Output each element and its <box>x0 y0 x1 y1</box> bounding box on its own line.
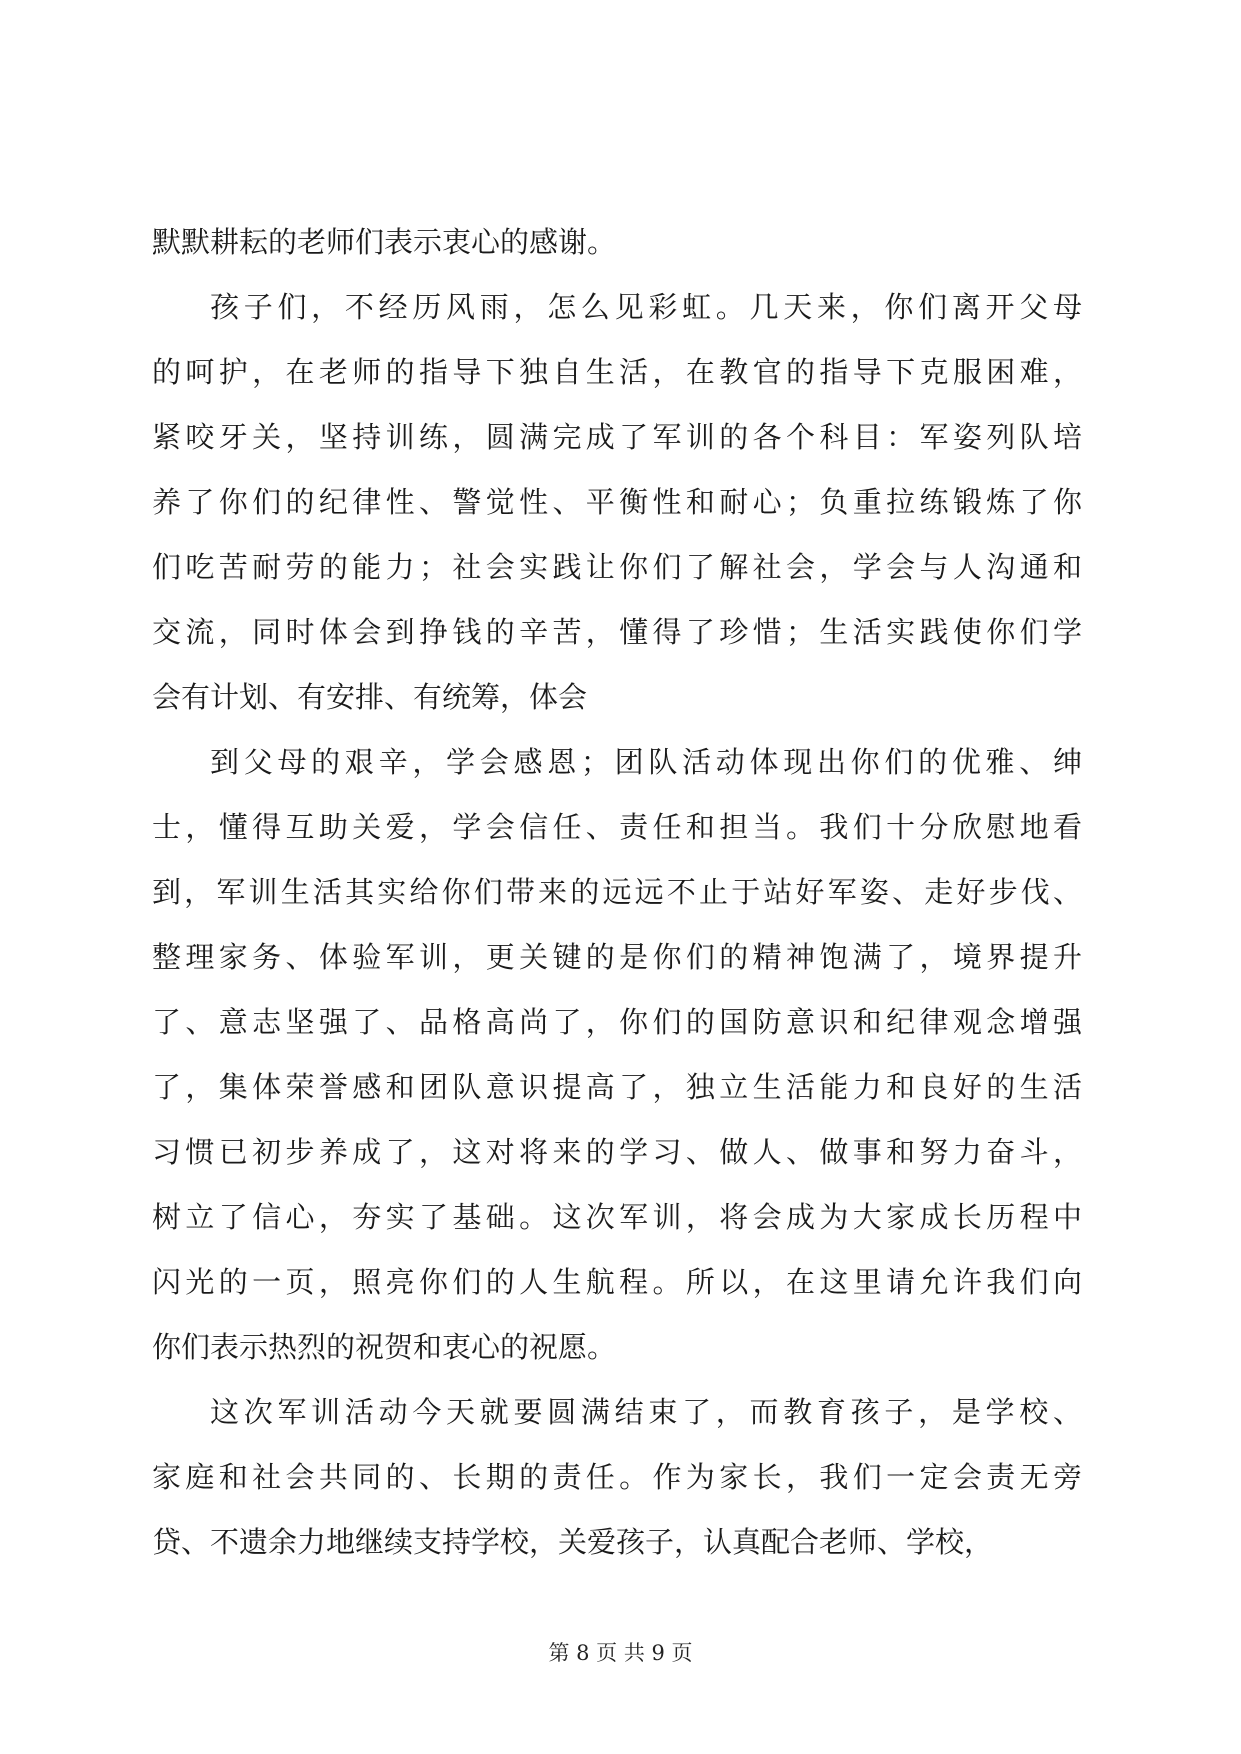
text-line: 闪光的一页，照亮你们的人生航程。所以，在这里请允许我们向 <box>152 1265 1087 1299</box>
text-line: 了，集体荣誉感和团队意识提高了，独立生活能力和良好的生活 <box>152 1070 1087 1104</box>
text-line: 这次军训活动今天就要圆满结束了，而教育孩子，是学校、 <box>210 1395 1087 1429</box>
text-line: 家庭和社会共同的、长期的责任。作为家长，我们一定会责无旁 <box>152 1460 1087 1494</box>
text-line: 贷、不遗余力地继续支持学校，关爱孩子，认真配合老师、学校， <box>152 1525 994 1559</box>
text-line: 你们表示热烈的祝贺和衷心的祝愿。 <box>152 1330 617 1364</box>
page-footer <box>0 1638 1241 1668</box>
text-line: 们吃苦耐劳的能力；社会实践让你们了解社会，学会与人沟通和 <box>152 550 1087 584</box>
text-line: 到父母的艰辛，学会感恩；团队活动体现出你们的优雅、绅 <box>210 745 1087 779</box>
text-line: 紧咬牙关，坚持训练，圆满完成了军训的各个科目：军姿列队培 <box>152 420 1087 454</box>
text-line: 士，懂得互助关爱，学会信任、责任和担当。我们十分欣慰地看 <box>152 810 1087 844</box>
text-line: 了、意志坚强了、品格高尚了，你们的国防意识和纪律观念增强 <box>152 1005 1087 1039</box>
text-line: 习惯已初步养成了，这对将来的学习、做人、做事和努力奋斗， <box>152 1135 1087 1169</box>
text-line: 会有计划、有安排、有统筹，体会 <box>152 680 588 714</box>
text-line: 养了你们的纪律性、警觉性、平衡性和耐心；负重拉练锻炼了你 <box>152 485 1087 519</box>
text-line: 到，军训生活其实给你们带来的远远不止于站好军姿、走好步伐、 <box>152 875 1086 909</box>
text-line: 树立了信心，夯实了基础。这次军训，将会成为大家成长历程中 <box>152 1200 1087 1234</box>
text-line: 整理家务、体验军训，更关键的是你们的精神饱满了，境界提升 <box>152 940 1087 974</box>
document-body <box>152 210 1087 1575</box>
text-line: 默默耕耘的老师们表示衷心的感谢。 <box>152 225 617 259</box>
text-line: 交流，同时体会到挣钱的辛苦，懂得了珍惜；生活实践使你们学 <box>152 615 1087 649</box>
text-line: 的呵护，在老师的指导下独自生活，在教官的指导下克服困难， <box>152 355 1087 389</box>
page-number-label: 第 8 页 共 9 页 <box>548 1641 693 1665</box>
text-line: 孩子们，不经历风雨，怎么见彩虹。几天来，你们离开父母 <box>210 290 1087 324</box>
